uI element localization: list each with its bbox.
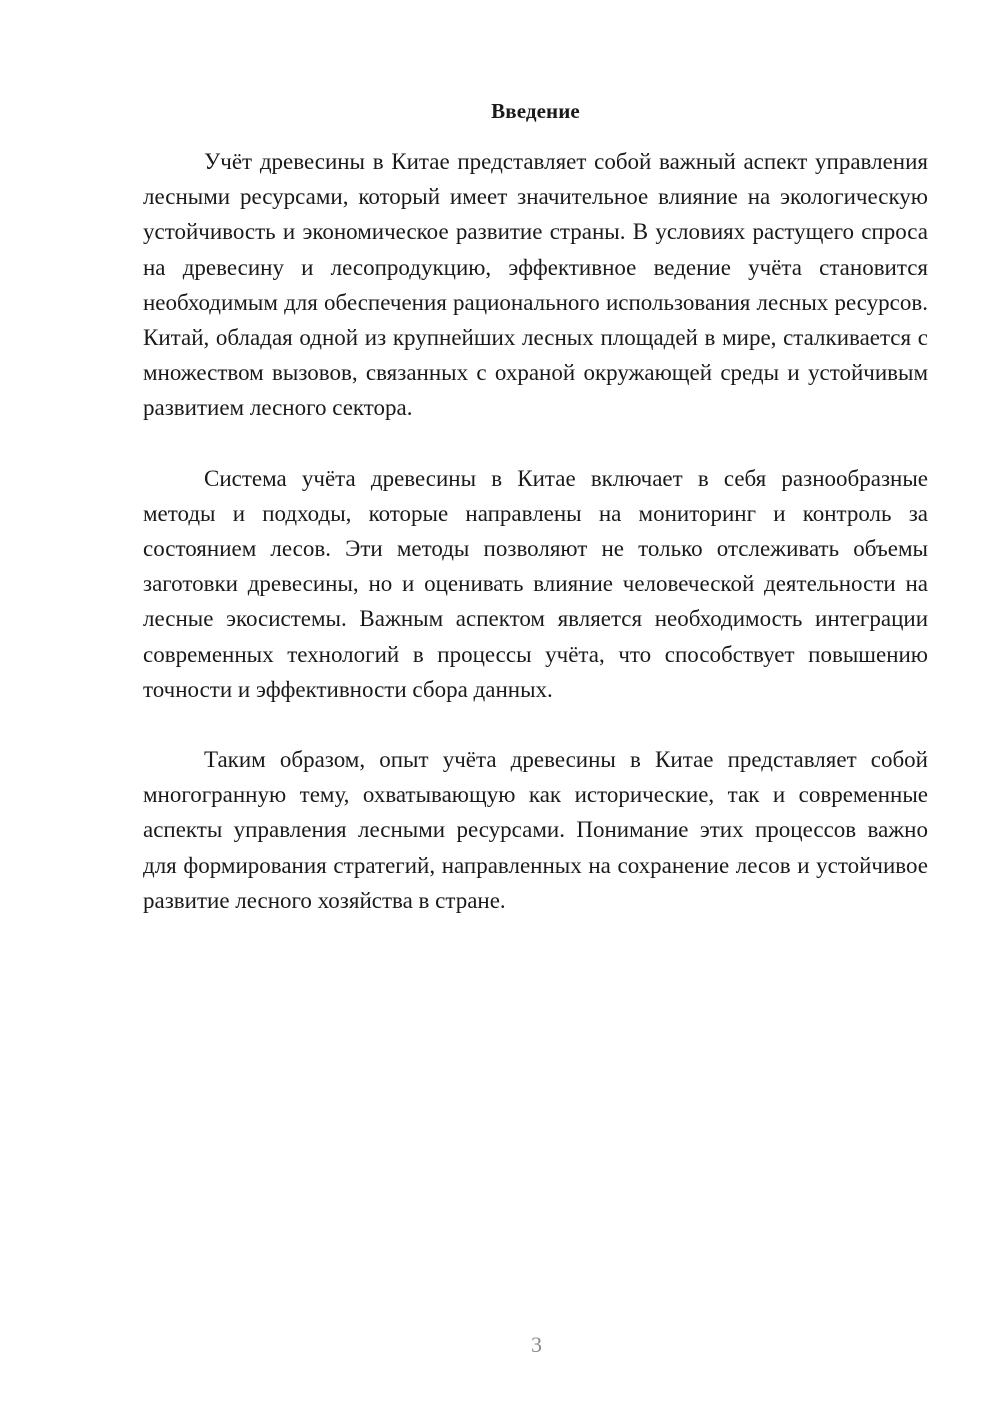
- page-number: 3: [531, 1332, 542, 1357]
- paragraph-1: Учёт древесины в Китае представляет собой важный аспект управления лесными ресурсами, который имеет значительное влияние на экологическую устойчивость и экономическое развитие страны. В условиях растущего спроса на древесину и лесопродукцию, эффективное ведение учёта становится необходимым для обеспечения рационального использования лесных ресурсов. Китай, обладая одной из крупнейших лесных площадей в мире, сталкивается с множеством вызовов, связанных с охраной окружающей среды и устойчивым развитием лесного сектора.: [143, 149, 928, 421]
- section-heading: Введение: [491, 99, 580, 123]
- paragraph-3: Таким образом, опыт учёта древесины в Китае представляет собой многогранную тему, охватывающую как исторические, так и современные аспекты управления лесными ресурсами. Понимание этих процессов важно для формирования стратегий, направленных на сохранение лесов и устойчивое развитие лесного хозяйства в стране.: [143, 747, 928, 913]
- paragraph-2: Система учёта древесины в Китае включает в себя разнообразные методы и подходы, которые направлены на мониторинг и контроль за состоянием лесов. Эти методы позволяют не только отслеживать объемы заготовки древесины, но и оценивать влияние человеческой деятельности на лесные экосистемы. Важным аспектом является необходимость интеграции современных технологий в процессы учёта, что способствует повышению точности и эффективности сбора данных.: [143, 465, 928, 702]
- page-content: [143, 95, 928, 918]
